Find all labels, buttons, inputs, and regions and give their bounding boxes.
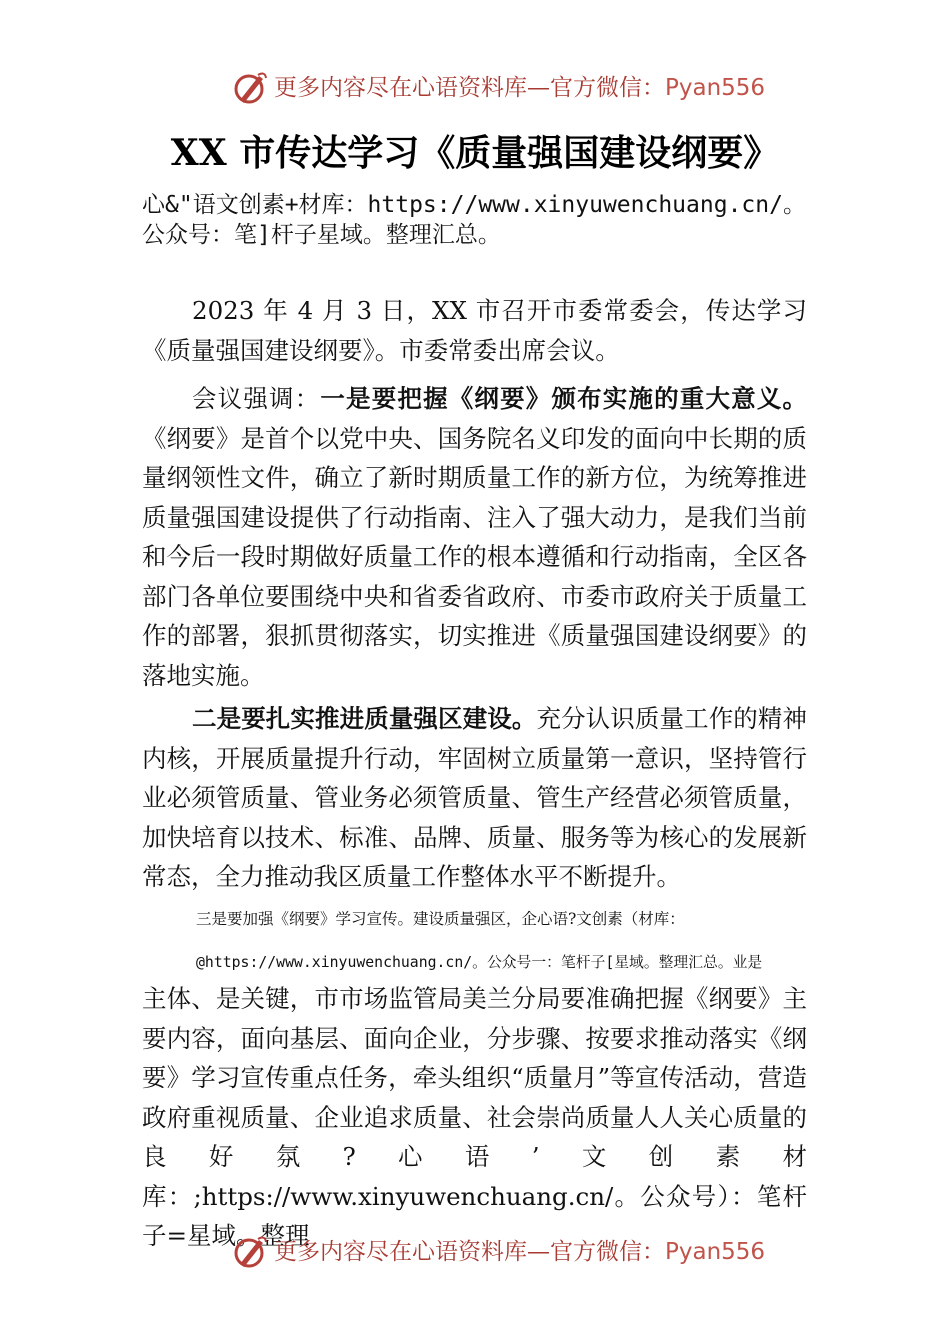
paragraph-point-one: [142, 379, 807, 695]
point-two-heading: 二是要扎实推进质量强区建设。: [192, 704, 537, 733]
paragraph-intro: 2023 年 4 月 3 日，XX 市召开市委常委会，传达学习《质量强国建设纲要》。市委常委出席会议。: [142, 296, 807, 365]
point-three-line-1: 三是要加强《纲要》学习宣传。建设质量强区，企心语?文创素（材库：: [196, 910, 685, 928]
pen-circle-logo-icon: [232, 70, 268, 106]
point-two-body: 充分认识质量工作的精神内核，开展质量提升行动，牢固树立质量第一意识，坚持管行业必须管质量、管业务必须管质量、管生产经营必须管质量，加快培育以技术、标准、品牌、质量、服务等为核心的发展新常态，全力推动我区质量工作整体水平不断提升。: [142, 704, 808, 891]
wechat-id: Pyan556: [665, 75, 766, 101]
point-one-body: 《纲要》是首个以党中央、国务院名义印发的面向中长期的质量纲领性文件，确立了新时期质量工作的新方位，为统筹推进质量强国建设提供了行动指南、注入了强大动力，是我们当前和今后一段时期做好质量工作的根本遵循和行动指南，全区各部门各单位要围绕中央和省委省政府、市委市政府关于质量工作的部署，狠抓贯彻落实，切实推进《质量强国建设纲要》的落地实施。: [142, 423, 807, 690]
banner-text: 更多内容尽在心语资料库—官方微信：Pyan556: [274, 75, 766, 101]
header-watermark-banner: [0, 66, 950, 110]
source-note: 心&"语文创素+材库：https://www.xinyuwenchuang.cn/。公众号：笔]杆子星域。整理汇总。: [142, 192, 806, 248]
footer-watermark-banner: [0, 1230, 950, 1274]
pen-circle-logo-icon: [232, 1234, 268, 1270]
paragraph-point-two: [142, 699, 807, 897]
wechat-id: Pyan556: [665, 1239, 766, 1265]
document-title: XX 市传达学习《质量强国建设纲要》: [170, 132, 780, 174]
banner-text: 更多内容尽在心语资料库—官方微信：Pyan556: [274, 1239, 766, 1265]
paragraph-point-three-body: 主体、是关键，市市场监管局美兰分局要准确把握《纲要》主要内容，面向基层、面向企业，分步骤、按要求推动落实《纲要》学习宣传重点任务，牵头组织“质量月”等宣传活动，营造政府重视质量、企业追求质量、社会崇尚质量人人关心质量的良好氛?心语’文创素材库：;https://www.xinyuwenchuang.cn/。公众号）：笔杆子=星域。整理: [142, 984, 807, 1250]
lead-text: 会议强调：: [192, 384, 321, 413]
point-one-heading: 一是要把握《纲要》颁布实施的重大意义。: [320, 384, 808, 413]
point-three-line-2: @https://www.xinyuwenchuang.cn/。公众号一：笔杆子[星域。整理汇总。业是: [196, 954, 763, 971]
